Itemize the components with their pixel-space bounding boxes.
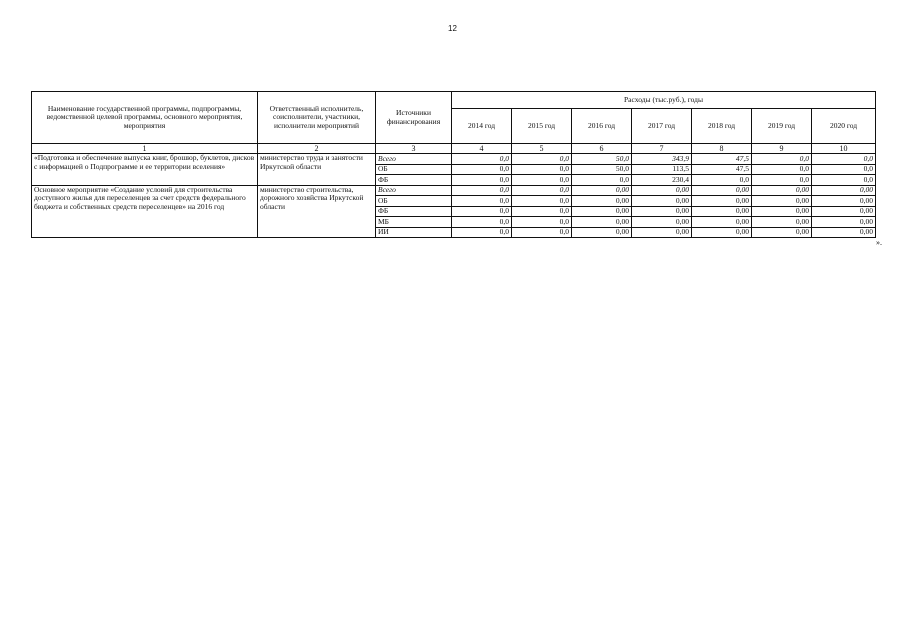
column-number: 5 — [512, 144, 572, 154]
header-name: Наименование государственной программы, подпрограммы, ведомственной целевой программы, основного мероприятия, мероприятия — [32, 92, 258, 144]
expense-value: 113,5 — [632, 164, 692, 175]
expense-value: 0,0 — [512, 217, 572, 228]
funding-source: ФБ — [376, 206, 452, 217]
expense-value: 0,0 — [752, 175, 812, 186]
expense-value: 0,0 — [452, 196, 512, 207]
expense-value: 0,00 — [692, 227, 752, 238]
expense-value: 0,0 — [452, 227, 512, 238]
column-number: 7 — [632, 144, 692, 154]
funding-source: ФБ — [376, 175, 452, 186]
expense-value: 0,0 — [512, 154, 572, 165]
table-row — [32, 185, 876, 196]
expense-value: 0,0 — [812, 154, 876, 165]
expense-value: 0,0 — [812, 175, 876, 186]
budget-table — [31, 91, 876, 238]
expense-value: 0,0 — [572, 175, 632, 186]
expense-value: 0,0 — [452, 217, 512, 228]
column-number: 9 — [752, 144, 812, 154]
expense-value: 0,0 — [452, 164, 512, 175]
funding-source: Всего — [376, 185, 452, 196]
expense-value: 0,0 — [452, 206, 512, 217]
expense-value: 0,00 — [812, 196, 876, 207]
expense-value: 0,00 — [752, 206, 812, 217]
closing-quote: ». — [876, 238, 882, 247]
expense-value: 0,0 — [512, 206, 572, 217]
expense-value: 0,0 — [692, 175, 752, 186]
expense-value: 0,00 — [572, 227, 632, 238]
header-year: 2014 год — [452, 109, 512, 144]
header-year: 2015 год — [512, 109, 572, 144]
expense-value: 0,00 — [812, 185, 876, 196]
header-year: 2016 год — [572, 109, 632, 144]
expense-value: 0,00 — [752, 217, 812, 228]
funding-source: ОБ — [376, 164, 452, 175]
table-row — [32, 154, 876, 165]
expense-value: 0,00 — [692, 206, 752, 217]
funding-source: МБ — [376, 217, 452, 228]
header-year: 2020 год — [812, 109, 876, 144]
expense-value: 0,0 — [512, 164, 572, 175]
header-year: 2019 год — [752, 109, 812, 144]
expense-value: 0,00 — [752, 227, 812, 238]
expense-value: 0,00 — [752, 196, 812, 207]
column-number-row — [32, 144, 876, 154]
expense-value: 0,00 — [632, 196, 692, 207]
expense-value: 0,0 — [452, 175, 512, 186]
column-number: 2 — [258, 144, 376, 154]
expense-value: 0,0 — [512, 227, 572, 238]
funding-source: ОБ — [376, 196, 452, 207]
expense-value: 230,4 — [632, 175, 692, 186]
expense-value: 0,0 — [512, 175, 572, 186]
expense-value: 0,00 — [692, 185, 752, 196]
column-number: 10 — [812, 144, 876, 154]
expense-value: 0,0 — [512, 196, 572, 207]
expense-value: 0,0 — [752, 154, 812, 165]
expense-value: 0,00 — [692, 217, 752, 228]
expense-value: 50,0 — [572, 164, 632, 175]
expense-value: 47,5 — [692, 164, 752, 175]
expense-value: 0,00 — [812, 206, 876, 217]
column-number: 1 — [32, 144, 258, 154]
header-row-top — [32, 92, 876, 109]
expense-value: 0,00 — [632, 217, 692, 228]
funding-source: Всего — [376, 154, 452, 165]
responsible-executor: министерство строительства, дорожного хозяйства Иркутской области — [258, 185, 376, 238]
expense-value: 0,0 — [812, 164, 876, 175]
activity-name: «Подготовка и обеспечение выпуска книг, брошюр, буклетов, дисков с информацией о Подпрограмме и ее территории вселения» — [32, 154, 258, 186]
header-year: 2017 год — [632, 109, 692, 144]
expense-value: 0,00 — [572, 217, 632, 228]
expense-value: 0,00 — [572, 185, 632, 196]
expense-value: 0,0 — [752, 164, 812, 175]
expense-value: 0,00 — [812, 227, 876, 238]
expense-value: 50,0 — [572, 154, 632, 165]
column-number: 3 — [376, 144, 452, 154]
column-number: 8 — [692, 144, 752, 154]
header-sources: Источники финансирования — [376, 92, 452, 144]
column-number: 4 — [452, 144, 512, 154]
expense-value: 0,00 — [572, 196, 632, 207]
expense-value: 0,0 — [512, 185, 572, 196]
header-expenses: Расходы (тыс.руб.), годы — [452, 92, 876, 109]
expense-value: 0,00 — [692, 196, 752, 207]
expense-value: 0,0 — [452, 185, 512, 196]
expense-value: 0,0 — [452, 154, 512, 165]
page-number: 12 — [448, 24, 457, 33]
column-number: 6 — [572, 144, 632, 154]
expense-value: 0,00 — [572, 206, 632, 217]
expense-value: 0,00 — [632, 227, 692, 238]
expense-value: 0,00 — [632, 185, 692, 196]
expense-value: 343,9 — [632, 154, 692, 165]
expense-value: 0,00 — [632, 206, 692, 217]
activity-name: Основное мероприятие «Создание условий для строительства доступного жилья для переселенцев за счет средств федерального бюджета и собственных средств переселенцев» на 2016 год — [32, 185, 258, 238]
expense-value: 0,00 — [812, 217, 876, 228]
responsible-executor: министерство труда и занятости Иркутской области — [258, 154, 376, 186]
header-year: 2018 год — [692, 109, 752, 144]
expense-value: 0,00 — [752, 185, 812, 196]
funding-source: ИИ — [376, 227, 452, 238]
expense-value: 47,5 — [692, 154, 752, 165]
header-responsible: Ответственный исполнитель, соисполнители, участники, исполнители мероприятий — [258, 92, 376, 144]
